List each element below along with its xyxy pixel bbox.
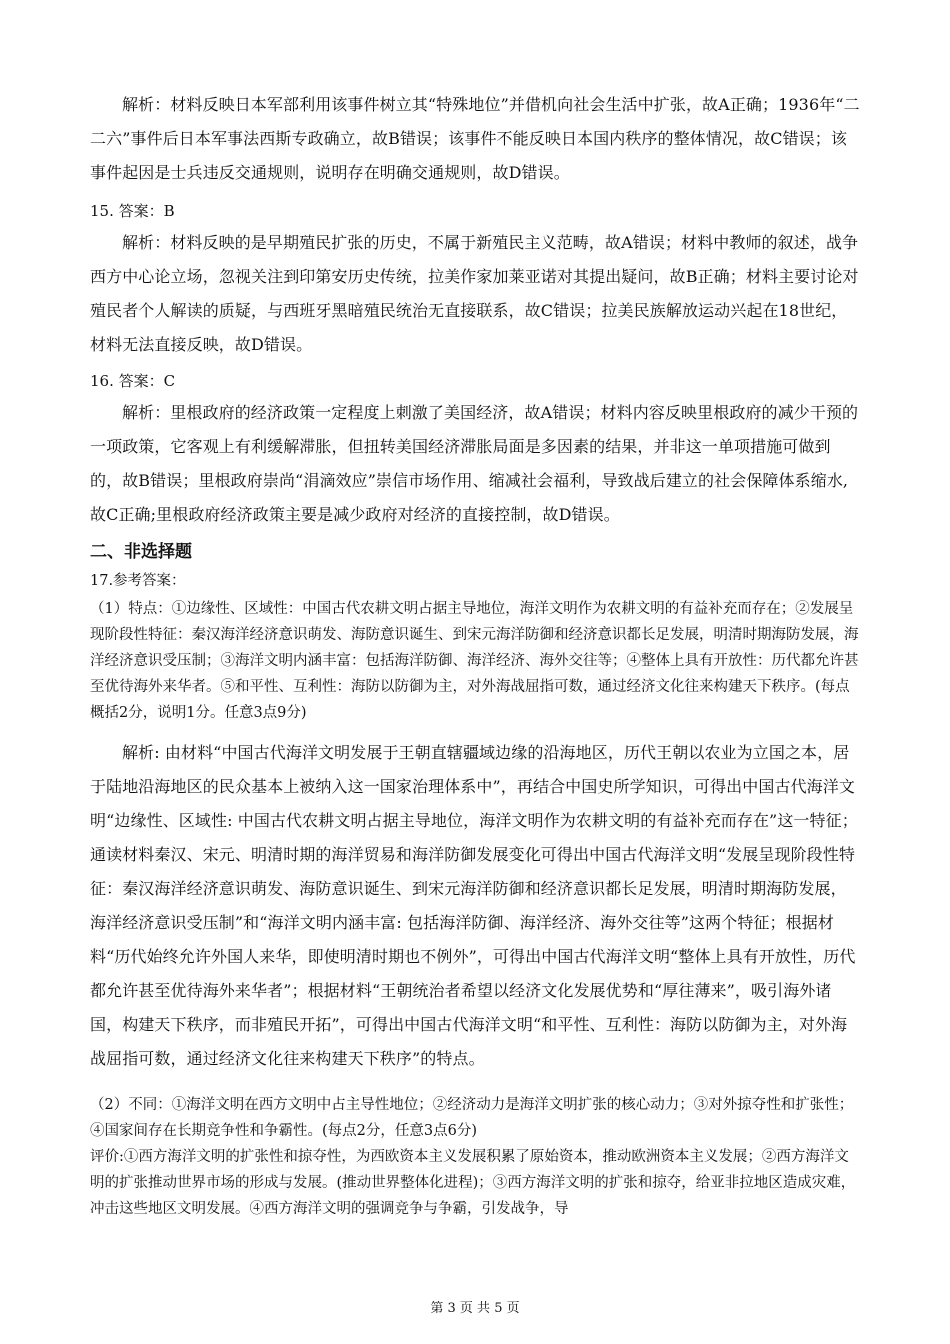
q16-answer: 16. 答案：C <box>90 372 176 390</box>
q17-analysis-paragraph: 解析: 由材料“中国古代海洋文明发展于王朝直辖疆域边缘的沿海地区，历代王朝以农业为立国之本，居于陆地沿海地区的民众基本上被纳入这一国家治理体系中”，再结合中国史所学知识，可得出中国古代海洋文明“边缘性、区域性: 中国古代农耕文明占据主导地位，海洋文明作为农耕文明的有益补充而存在”这一特征；通读材料秦汉、宋元、明清时期的海洋贸易和海洋防御发展变化可得出中国古代海洋文明“发展呈现阶段性特征：秦汉海洋经济意识萌发、海防意识诞生、到宋元海洋防御和经济意识都长足发展，明清时期海防发展，海洋经济意识受压制”和“海洋文明内涵丰富: 包括海洋防御、海洋经济、海外交往等”这两个特征；根据材料“历代始终允许外国人来华，即使明清时期也不例外”，可得出中国古代海洋文明“整体上具有开放性，历代都允许甚至优待海外来华者”；根据材料“王朝统治者希望以经济文化发展优势和“厚往薄来”，吸引海外诸国，构建天下秩序，而非殖民开拓”，可得出中国古代海洋文明“和平性、互利性：海防以防御为主，对外海战屈指可数，通过经济文化往来构建天下秩序”的特点。 <box>90 743 858 1068</box>
q17-evaluation: 评价:①西方海洋文明的扩张性和掠夺性，为西欧资本主义发展积累了原始资本，推动欧洲资本主义发展；②西方海洋文明的扩张推动世界市场的形成与发展。(推动世界整体化进程)；③西方海洋文明的扩张和掠夺，给亚非拉地区造成灾难，冲击这些地区文明发展。④西方海洋文明的强调竞争与争霸，引发战争，导 <box>90 1149 856 1217</box>
page-footer: 第 3 页 共 5 页 <box>430 1301 520 1316</box>
q17-part2-answer: （2）不同：①海洋文明在西方文明中占主导性地位；②经济动力是海洋文明扩张的核心动力；③对外掠夺性和扩张性；④国家间存在长期竞争性和争霸性。(每点2分，任意3点6分) <box>90 1097 854 1139</box>
q17-part1-answer: （1）特点：①边缘性、区域性：中国古代农耕文明占据主导地位，海洋文明作为农耕文明的有益补充而存在；②发展呈现阶段性特征：秦汉海洋经济意识萌发、海防意识诞生、到宋元海洋防御和经济意识都长足发展，明清时期海防发展，海洋经济意识受压制；③海洋文明内涵丰富：包括海洋防御、海洋经济、海外交往等；④整体上具有开放性：历代都允许甚至优待海外来华者。⑤和平性、互利性：海防以防御为主，对外海战屈指可数，通过经济文化往来构建天下秩序。(每点概括2分，说明1分。任意3点9分) <box>90 601 859 721</box>
section-heading: 二、非选择题 <box>90 542 192 562</box>
q14-analysis-paragraph: 解析：材料反映日本军部利用该事件树立其“特殊地位”并借机向社会生活中扩张，故A正确；1936年“二二六”事件后日本军事法西斯专政确立，故B错误；该事件不能反映日本国内秩序的整体情况，故C错误；该事件起因是士兵违反交通规则，说明存在明确交通规则，故D错误。 <box>90 95 860 182</box>
q16-analysis-paragraph: 解析：里根政府的经济政策一定程度上刺激了美国经济，故A错误；材料内容反映里根政府的减少干预的一项政策，它客观上有利缓解滞胀，但扭转美国经济滞胀局面是多因素的结果，并非这一单项措施可做到的，故B错误；里根政府崇尚“涓滴效应”崇信市场作用、缩减社会福利，导致战后建立的社会保障体系缩水,故C正确;里根政府经济政策主要是减少政府对经济的直接控制，故D错误。 <box>90 403 859 524</box>
q15-answer: 15. 答案：B <box>90 202 175 220</box>
q17-reference-label: 17.参考答案： <box>90 573 186 589</box>
q15-analysis-paragraph: 解析：材料反映的是早期殖民扩张的历史，不属于新殖民主义范畴，故A错误；材料中教师的叙述，战争西方中心论立场，忽视关注到印第安历史传统，拉美作家加莱亚诺对其提出疑问，故B正确；材料主要讨论对殖民者个人解读的质疑，与西班牙黑暗殖民统治无直接联系，故C错误；拉美民族解放运动兴起在18世纪，材料无法直接反映，故D错误。 <box>90 233 859 354</box>
